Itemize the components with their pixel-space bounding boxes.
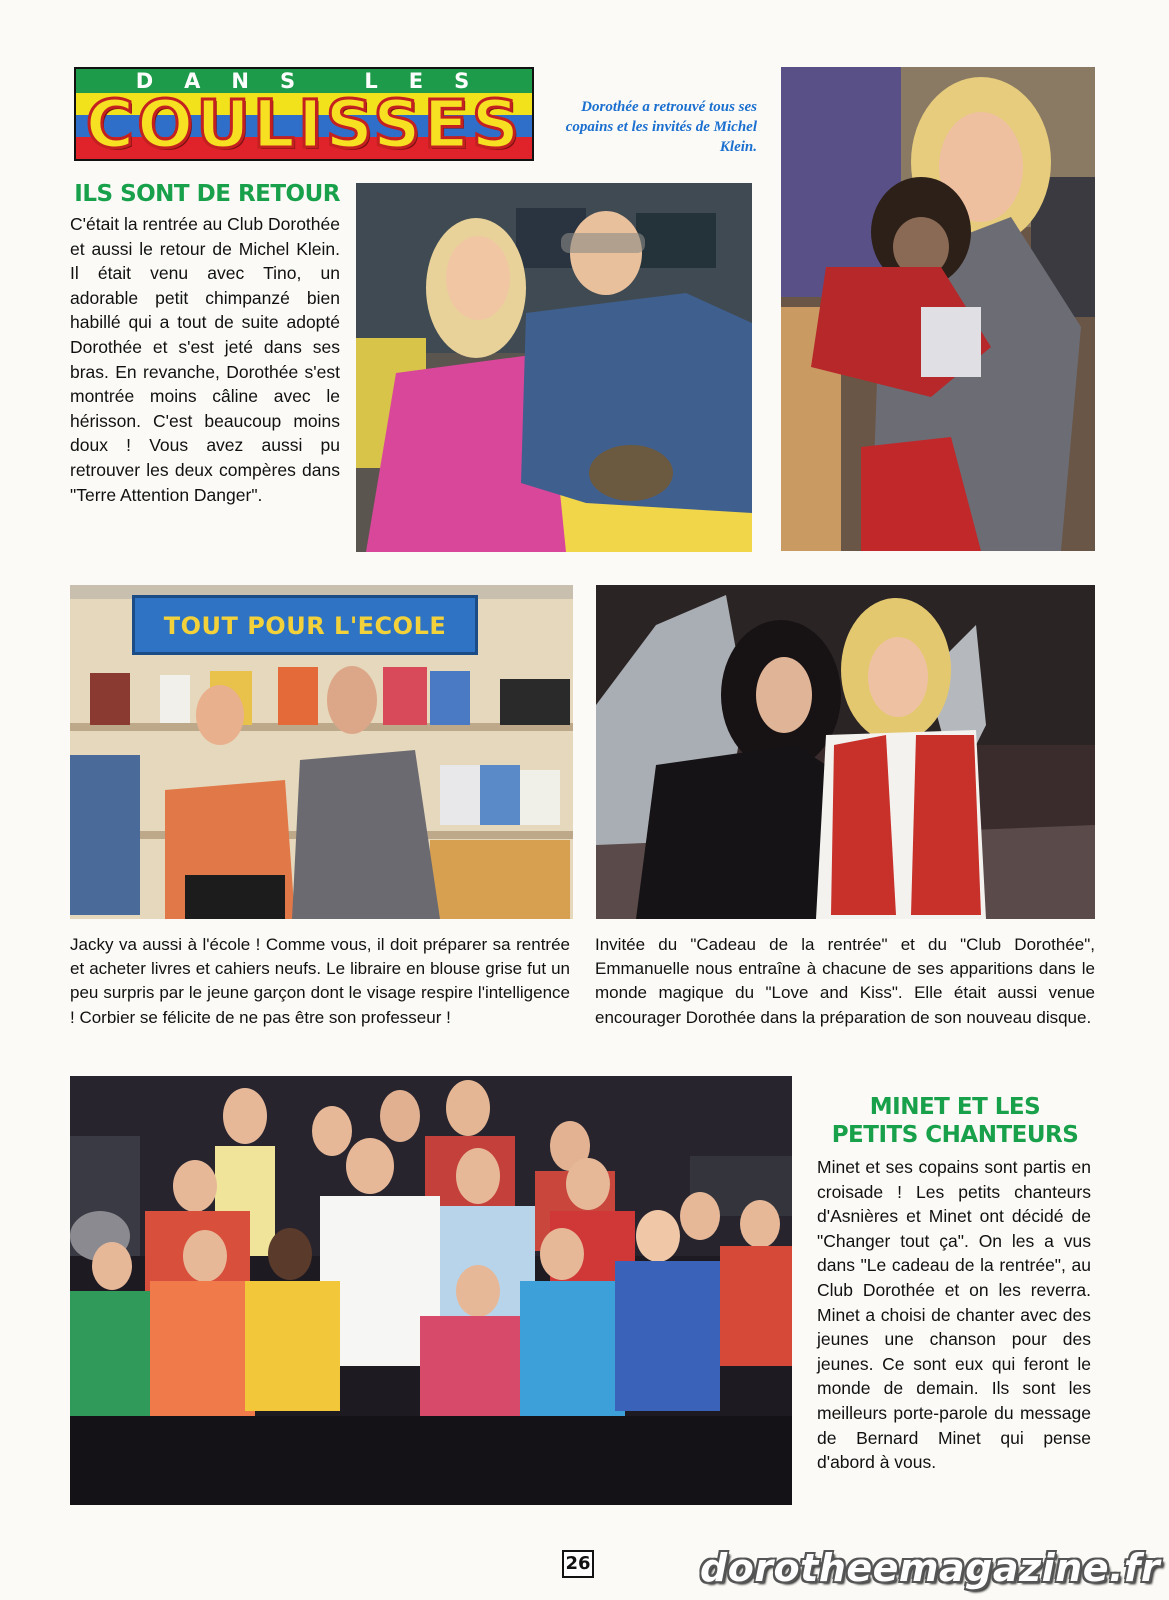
photo-dorothee-michel-klein: [356, 183, 752, 552]
article-text-minet: Minet et ses copains sont partis en croisade ! Les petits chanteurs d'Asnières et Minet ont décidé de "Changer tout ça". On les a vus dans "Le cadeau de la rentrée", au Club Dorothée et on les reverra. Minet a choisi de chanter avec des jeunes une chanson pour des jeunes. Ce sont eux qui feront le monde de demain. Ils sont les meilleurs porte-parole du message de Bernard Minet qui pense d'abord à vous.: [817, 1157, 1091, 1473]
photo-dorothee-chimpanzee: [781, 67, 1095, 551]
headline-minet-line2: PETITS CHANTEURS: [831, 1122, 1079, 1148]
photo-tout-pour-lecole: [70, 585, 573, 919]
banner-title: COULISSES: [85, 86, 523, 161]
intro-caption: Dorothée a retrouvé tous ses copains et les invités de Michel Klein.: [565, 99, 757, 155]
headline-minet-line1: MINET ET LES: [869, 1094, 1041, 1120]
caption-emmanuelle: Invitée du "Cadeau de la rentrée" et du "Club Dorothée", Emmanuelle nous entraîne à chacune de ses apparitions dans le monde magique du "Love and Kiss". Elle était aussi venue encourager Dorothée dans la préparation de son nouveau disque.: [595, 935, 1095, 1027]
article-text-retour: C'était la rentrée au Club Dorothée et aussi le retour de Michel Klein. Il était venu avec Tino, un adorable petit chimpanzé bien habillé qui a tout de suite adopté Dorothée et s'est jeté dans ses bras. En revanche, Dorothée s'est montrée moins câline avec le hérisson. C'est beaucoup moins doux ! Vous avez aussi pu retrouver les deux compères dans "Terre Attention Danger".: [70, 214, 340, 505]
headline-minet-petits-chanteurs: [805, 1093, 1105, 1149]
sign-tout-pour-lecole: TOUT POUR L'ECOLE: [132, 595, 478, 655]
photo-minet-petits-chanteurs: [70, 1076, 792, 1505]
photo-emmanuelle-dorothee: [596, 585, 1095, 919]
headline-ils-sont-de-retour: ILS SONT DE RETOUR: [74, 181, 340, 207]
page-number: 26: [562, 1550, 594, 1578]
section-banner: [74, 67, 534, 161]
caption-jacky-ecole: Jacky va aussi à l'école ! Comme vous, il doit préparer sa rentrée et acheter livres et cahiers neufs. Le libraire en blouse grise fut un peu surpris par le jeune garçon dont le visage respire l'intelligence ! Corbier se félicite de ne pas être son professeur !: [70, 935, 570, 1027]
banner-kicker: DANS LES: [135, 69, 501, 93]
watermark: dorotheemagazine.fr: [700, 1546, 1161, 1590]
